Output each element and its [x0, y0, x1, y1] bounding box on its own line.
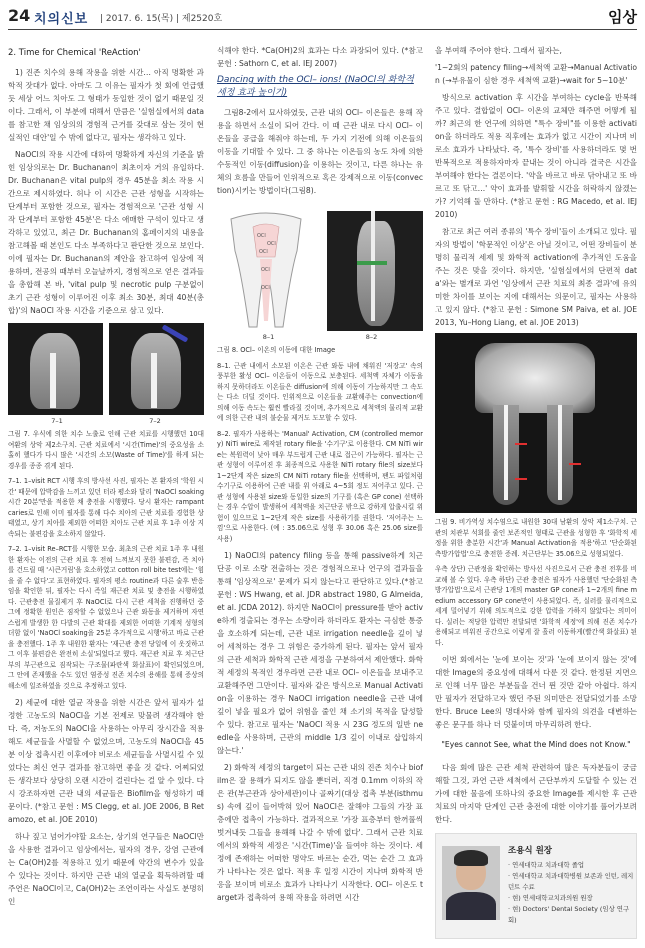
paragraph: 을 부여해 주어야 한다. 그래서 필자는, — [435, 46, 562, 55]
figure-label: 8–2 — [365, 333, 378, 341]
paragraph: 방식으로 activation 후 시간을 부여하는 cycle을 반복해주고 있다. 결합없이 OCl– 이온의 교체만 해주면 어떻게 될까? 최근의 한 연구에 의하면 "특수 장비"를 이용한 activation을 하더라도 적용 직후에는 효과가 없고 시간이 지나며 비로소 효과가 나타났다. 즉, '특수 장비'를 사용하더라도 몇 번 반복적으로 적용하자마자 끝내는 것이 아니라 결국은 시간을 부여해야 한다는 결론이다. '약을 바르고 바로 닦아내고 또 바르고 또 닦고…' 약이 효과를 발휘할 시간을 허락하지 않겠는가? 기억해 둘 만하다. (*참고 문헌 : RG Macedo, et al. IEJ 2010) — [435, 93, 637, 219]
author-photo — [442, 846, 500, 920]
paragraph: 2) 세균에 대한 열균 작용을 위한 시간은 앞서 필자가 설정한 고농도의 NaOCl을 기본 전제로 맞물려 생각해야 한다. 즉, 저농도의 NaOCl을 사용하는 아무리 장시간을 적용해도 세균들을 사멸할 수 없었으며, 고농도의 NaOCl을 45분 이상 접촉시킨 이후에야 비로소 세균들을 사멸시킬 수 있었다는 최신 연구 결과를 참고하면 좋을 것 같다. 어찌되었든 생각보다 상당히 오랜 시간이 걸린다는 걸 알 수 있다. 다시 강조하자면 근관 내의 세균들은 Biofilm을 형성하기 때문이다. (*참고 문헌 : MS Clegg, et al. JOE 2006, B Retamozo, et al. JOE 2010) — [8, 698, 204, 824]
subheading: Dancing with the OCl– ions! (NaOCl의 화학적 세정 효과 높이기) — [217, 75, 414, 98]
red-arrow-icon — [515, 443, 527, 445]
author-name: 조용식 원장 — [508, 846, 553, 856]
issue-date: | 2017. 6. 15(목) | 제2520호 — [100, 14, 223, 24]
figure-caption: 7–2. 1–visit Re–RCT를 시행한 모습. 최초의 근관 치료 1주 후 내원한 환자는 이전의 근관 치료 후 전혀 느껴보지 못한 불편감, 즉 치아를 건드릴 때 '시큰거림'을 호소하였고 cotton roll bite test에는 '힘을 줄 수 없다'고 표현하였다. 필자의 평소 routine과 다른 술후 반응임을 확인한 뒤, 필자는 다시 즉일 재근관 치료 및 충전을 시행하였다. 근관충전 물질제거 후 NaOCl로 다시 근관 세척을 진행하던 중 그에 정확한 원인은 짐작할 수 없었으나 근관 와동을 제거하며 자연스럽게 발생한 한 다발의 근관 확대를 제외한 어떠한 기계적 성형의 더함 없이 'NaOCl soaking을 25분 추가적으로 시행'하고 바로 근관을 충전했다. 1주 후 내원한 환자는 '재근관 충전 당일에 이 옷짓하고 그 이후 불편감은 완전히 소실'되었다고 했다. 재근관 치료 후 치근단부의 부근관으로 짐작되는 구조물(파란색 화살표)이 확인되었으며, 그 안에 존재했을 수도 있던 염증성 진존 치수의 용해를 통해 증상의 해소에 일조하였을 것으로 추정하고 있다. — [8, 545, 204, 690]
credential-item: · 현) Doctors' Dental Society (임상 연구회) — [508, 904, 636, 926]
author-credentials — [508, 860, 636, 926]
figure-caption: 우측 상단) 근관정을 확인하는 방사선 사진으로서 근관 충전 전후를 비교해 볼 수 있다. 우측 하단) 근관 충전은 필자가 사용했던 '단순화된 측방가압법'으로서 근관당 1개의 master GP cone과 1~2개의 fine medium accessory GP cone만이 사용되었다. 즉, 실러를 물리적으로 세게 밀어넣기 위해 의도적으로 강한 압력을 가하지 않았다는 의미이다. 실러는 적당한 압력만 전달되면 '화학적 세정'에 의해 진존 치수가 용해되고 비워진 공간으로 이렇게 잘 흘러 이동하게(빨간색 화살표) 된다. — [435, 565, 637, 647]
figure-caption: 8–2. 필자가 사용하는 'Manual' Activation, CM (controlled memory) NiTi wire로 제작된 rotary file을 '수기구'로 이용한다. CM NiTi wire는 복원력이 낮아 매우 부드럽게 근관 내로 접근이 가능하다. 필자는 근관 성형이 이루어진 후 최종적으로 사용한 NiTi rotary file의 size보다 1~2단계 작은 size의 CM NiTi rotary file을 선택하며, 팬도 파일처럼 수기구로 이용하여 근관 내를 위 아래로 4~5회 정도 저어주고 있다. 근관 성형에 사용된 size와 동일한 size의 기구를 (혹은 GP cone) 선택하는 경우 수압이 발생하여 세척액을 치근단공 밖으로 강하게 압출시킬 위험이 있으므로 1~2단계 작은 size를 사용하기를 권한다. '저어주는 느낌'으로 사용한다. (예 : 35.06으로 성형 후 30.06 혹은 25.06 size를 사용) — [217, 429, 423, 543]
ion-label: OCl — [261, 267, 270, 273]
xray-image — [109, 323, 204, 415]
paragraph: 참고로 최근 여러 종류의 '특수 장비'들이 소개되고 있다. 필자의 방법이 '학문적인 이상'은 아닐 것이고, 어떤 장비들이 분명히 물리적 세제 및 화학적 activation에 추가적인 도움을 주는 것은 맞을 것이다. 하지만, '실험실에서의 단편적 data'와는 별개로 과연 '임상에서 근관 치료의 최종 결과'에 유의미한 차이를 보이는 지에 대해서는 의문이고, 필자는 사용하고 있지 않다. (*참고 문헌 : Simone SM Paiva, et al. JOE 2013, Yu–Hong Liang, et al. JOE 2013) — [435, 227, 637, 327]
figure-label: 8–1 — [262, 333, 275, 341]
paragraph: 하나 짚고 넘어가야할 요소는, 상기의 연구들은 NaOCl만을 사용한 결과이고 임상에서는, 필자의 경우, 강염 근관에는 Ca(OH)2를 적용하고 있기 때문에 약간의 변수가 있을 수 있다는 것이다. 하지만 근관 내의 열균을 획득하려할 때 주연은 NaOCl이고, Ca(OH)2는 조연이라는 사실도 분명히 인 — [8, 832, 204, 906]
section-title: 2. Time for Chemical 'ReAction' — [8, 48, 141, 58]
ion-label: OCl — [261, 285, 270, 291]
section-label: 임상 — [608, 8, 637, 26]
credential-item: · 연세대학교 치과대학병원 보존과 인턴, 레지던트 수료 — [508, 871, 636, 893]
page-header — [8, 4, 637, 30]
paragraph: NaOCl의 작용 시간에 대하여 명확하게 자신의 기준을 밝힌 임상의로는 Dr. Buchanan이 최초이자 거의 유일하다. Dr. Buchanan은 vital pulp의 경우 45분을 최소 작용 시간으로 제시하였다. 허나 이 시간은 근관 성형을 시작하는 단계부터 포함한 것으로, 필자는 경험적으로 '근관 성형 시작 단계부터 포함한 45분'은 다소 애매한 구석이 있다고 생각하고 있었고, 최근 Dr. Buchanan의 홈페이지의 내용을 참고해볼 때 본인도 다소 부족하다고 판단한 것으로 보인다. 이에 필자는 Dr. Buchanan의 제안을 참고하여 임상에 적용하며, 전공의 때부터 오늘날까지, 경험적으로 얻은 결과들을 총합해 본 바, 'vital pulp 및 necrotic pulp 구분없이 초기 근관 성형이 이루어진 이후 최소 30분, 최대 40분(총합)'의 NaOCl 작용 시간을 기준으로 삼고 있다. — [8, 150, 204, 315]
credential-item: · 연세대학교 치과대학 졸업 — [508, 860, 636, 871]
paragraph: '1~2회의 patency filing→세척액 교환→Manual Activation (→부유물이 심한 경우 세척액 교환)→wait for 5~10분' — [435, 63, 637, 85]
paragraph: 1) NaOCl의 patency filing 등을 통해 passive하게 치근단공 이로 소량 전출하는 것은 경험적으로나 연구의 결과들을 통해 '임상적으로' 문제가 되지 않는다고 판단하고 있다.(*참고 문헌 : WS Hwang, et al. JDR abstract 1980, G Almeida, et al. JCDA 2012). 하지만 NaOCl이 pressure를 받아 active하게 정출되는 경우는 소량이라 하더라도 환자는 극심한 통증을 호소하게 되는데, 근관 내로 irrigation needle을 깊이 넣어 세척하는 경우 그 위험은 증가하게 된다. 필자는 앞서 필자의 근관 세척과 화학적 근관 세정을 구분하여서 제안했다. 화학적 세정의 목적인 경우라면 근관 내로 OCl– 이온들을 보내주고 교환해주면 그만이다. 필자와 같은 방식으로 Manual Activation을 이용하는 경우 NaOCl irrigation needle을 근관 내에 깊이 넣을 필요가 없어 위험을 줄인 채 소기의 목적을 달성할 수 있다. 참고로 필자는 'NaOCl 적용 시 23G 정도의 일반 needle을 사용하며, 근관의 middle 1/3 깊이 이내로 삽입하지 않는다.' — [217, 551, 423, 755]
red-arrow-icon — [515, 478, 527, 480]
quote: "Eyes cannot See, what the Mind does not Know." — [441, 740, 631, 749]
paragraph: 그림8-2에서 묘사하였듯, 근관 내의 OCl– 이온들은 용해 작용을 하면서 소실이 되어 간다. 이 때 근관 내로 다시 OCl– 이온들을 공급을 해줘야 하는데, 두 가지 기전에 의해 이온들의 이동을 기대할 수 있다. 그 중 하나는 이온들의 농도 차에 의한 수동적인 이동(diffusion)을 이용하는 것이고, 다른 하나는 유체의 흐름을 만들어 인위적으로 혹은 강제적으로 이동(convection)시키는 방법이다(그림8). — [217, 108, 423, 195]
figure-label: 7–2 — [149, 417, 161, 425]
paragraph: 1) 진존 치수의 용해 작용을 위한 시간… 아직 명확한 과학적 잣대가 없다. 아마도 그 이유는 필자가 첫 회에 언급했듯 세상 어느 치아도 그 형태가 동일한 것이 없기 때문일 것이다. 그래서, 이 부분에 대해서 만큼은 '실험실에서의 data를 참고한 채 임상의의 경험적 근거를 갖대로 삼는 것이 현실적인 대안'일 수 밖에 없다고, 필자는 생각하고 있다. — [8, 68, 204, 142]
ion-label: OCl — [259, 249, 268, 255]
red-arrow-icon — [569, 463, 581, 465]
figure-8 — [217, 201, 423, 331]
figure-caption: 그림 9. 비가역성 치수염으로 내원한 30대 남환의 상악 제1소구치. 근관의 치관부 석회를 줄인 보존적인 형태로 근관을 성형한 후 '화학적 세정을 위한 충분한 시간'과 Manual Activation을 적용'하고 '단순화된 측방가압법'으로 충전한 증례. 치근단부는 35.06으로 성형되었다. — [435, 518, 637, 558]
paragraph: 다음 회에 많은 근관 세척 관련하여 많은 독자분들이 궁금해할 그것, 과연 근관 세척에서 근단부까지 도달할 수 있는 건가에 대한 물음에 또하나의 중요한 Image를 제시한 후 근관 치료의 마지막 단계인 근관 충전에 대한 이야기를 풀어가보려 한다. — [435, 763, 637, 824]
figure-label: 7–1 — [51, 417, 63, 425]
figure-7 — [8, 323, 204, 415]
newspaper-name: 치의신보 — [34, 12, 89, 27]
figure-title: 그림 8. OCl– 이온의 이동에 대한 Image — [217, 346, 336, 354]
xray-image — [8, 323, 103, 415]
ion-label: OCl — [257, 233, 266, 239]
figure-caption: 그림 7. 우식에 의한 치수 노출로 인해 근관 치료를 시행했던 10대 여환의 상악 제2소구치. 근관 치료에서 '시간(Time)'의 중요성을 소홀히 했다가 다시 많은 '시간의 소모(Waste of Time)'를 하게 되는 경우를 종종 겪게 된다. — [8, 430, 204, 470]
figure-9 — [435, 333, 637, 513]
column-3 — [435, 44, 637, 828]
paragraph: 2) 화학적 세정의 target이 되는 근관 내의 진존 치수나 biofilm은 잘 용해가 되지도 않을 뿐더러, 직경 0.1mm 이하의 작은 관(부근관과 상아세관)이나 골짜기(대상 접촉 부분(isthmus) 속에 깊이 들어박혀 있어 NaOCl은 잘해야 그들의 가장 표층에만 접촉이 가능하다. 결과적으로 '가장 표층부터 한꺼풀씩 벗겨내듯 그들을 용해해 나갈 수 밖에 없다'. 그래서 근관 치료에서의 화학적 세정은 '시간(Time)'을 들여야 하는 것이다. 세정에 존재하는 어떠한 명약도 바르는 순간, 먹는 순간 그 효과가 나타나는 것은 없다. 적용 후 일정 시간이 지나며 화학적 반응을 보이며 비로소 효과가 나타나기 시작한다. OCl– 이온도 target과 접촉하여 용해 작용을 하려면 시간 — [217, 763, 423, 902]
tooth-diagram — [217, 211, 315, 331]
ion-label: OCl — [267, 241, 276, 247]
figure-caption: 8–1. 근관 내에서 소모된 이온은 근관 와동 내에 채워진 '저장고' 속의 풍부한 활성 OCl– 이온들이 이동으로 보충된다. 세척액 자체가 이동을 하지 못하더라도 이온들은 diffusion에 의해 이동이 가능하지만 그 속도는 다소 더딜 것이다. 인위적으로 이온들을 교환해주는 convection에 의해 이동 속도는 훨씬 빨라질 것이며, 추가적으로 세척액의 물리적 교환에 의한 근관 내의 불순물 제거도 도모할 수 있다. — [217, 361, 423, 422]
figure-caption: 7–1. 1–visit RCT 시행 후의 방사선 사진, 필자는 본 환자의 '학원 시간' 때문에 압박감을 느끼고 있던 터라 평소와 달리 'NaOCl soaking 시간 20분'만을 적용한 채 충전을 시행했다. 당시 환자는 rampant caries로 인해 이미 필자를 통해 다수 치아의 근관 치료를 경험한 상태였고, 상기 치아를 제외한 어떠한 치아도 근관 치료 후 1주 이상 지속되는 불편감을 호소하지 않았다. — [8, 477, 204, 538]
page-number: 24 — [8, 6, 31, 25]
paragraph: 식해야 한다. *Ca(OH)2의 효과는 다소 과장되어 있다. (*참고 문헌 : Sathorn C, et al. IEJ 2007) — [217, 46, 423, 68]
column-2 — [217, 44, 423, 938]
credential-item: · 현) 연세대학교치과의원 원장 — [508, 893, 636, 904]
paragraph: 이번 회에서는 '눈에 보이는 것'과 '눈에 보이지 않는 것'에 대한 Image의 중요성에 대해서 다룬 것 같다. 한정된 지면으로 인해 너무 많은 부분들을 건너 뛴 것만 같아 아쉽다. 하지만 필자가 전달하고자 했던 주된 의미만은 전달되었기를 소망한다. Bruce Lee의 명대사와 함께 필자의 의견을 대변하는 좋은 문구를 하나 더 덧붙이며 마무리하려 한다. — [435, 655, 637, 729]
column-1 — [8, 44, 204, 938]
author-box — [435, 833, 637, 939]
xray-image — [327, 211, 423, 331]
